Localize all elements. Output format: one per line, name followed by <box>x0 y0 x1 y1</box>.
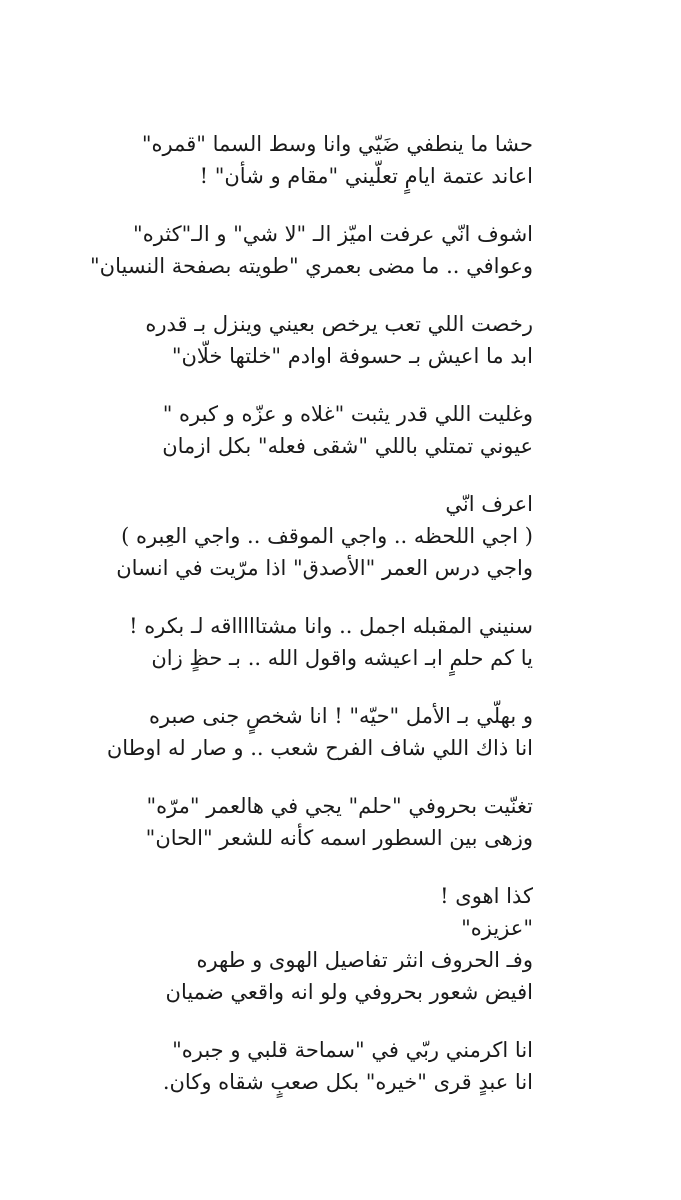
stanza-4 <box>113 398 533 462</box>
poem-line: عيوني تمتلي باللي "شقى فعله" بكل ازمان <box>162 434 533 458</box>
poem-line: اعاند عتمة ايامٍ تعلّيني "مقام و شأن" ! <box>199 164 533 188</box>
stanza-2 <box>90 218 533 282</box>
stanza-10 <box>113 1034 533 1098</box>
poem-line: اعرف انّي <box>445 492 533 516</box>
poem-line: ( اجي اللحظه .. واجي الموقف .. واجي العِبره ) <box>121 524 533 548</box>
poem-text <box>90 128 533 1124</box>
poem-line: انا ذاك اللي شاف الفرح شعب .. و صار له اوطان <box>106 736 533 760</box>
poem-line: وعوافي .. ما مضى بعمري "طويته بصفحة النسيان" <box>90 254 533 278</box>
poem-line: سنيني المقبله اجمل .. وانا مشتاااااقه لـ بكره ! <box>129 614 533 638</box>
poem-line: انا عبدٍ قرى "خيره" بكل صعبٍ شقاه وكان. <box>162 1070 533 1094</box>
stanza-9 <box>113 880 533 1008</box>
poem-line: تغنّيت بحروفي "حلم" يجي في هالعمر "مرّه" <box>146 794 533 818</box>
stanza-1 <box>113 128 533 192</box>
stanza-3 <box>113 308 533 372</box>
poem-line: افيض شعور بحروفي ولو انه واقعي ضميان <box>165 980 533 1004</box>
poem-line: وفـ الحروف انثر تفاصيل الهوى و طهره <box>196 948 533 972</box>
stanza-6 <box>113 610 533 674</box>
poem-line: يا كم حلمٍ ابـ اعيشه واقول الله .. بـ حظٍ زان <box>151 646 533 670</box>
poem-line: وزهى بين السطور اسمه كأنه للشعر "الحان" <box>145 826 533 850</box>
poem-line: و بهلّي بـ الأمل "حيّه" ! انا شخصٍ جنى صبره <box>148 704 533 728</box>
stanza-5 <box>113 488 533 584</box>
poem-line: حشا ما ينطفي ضَيّي وانا وسط السما "قمره" <box>141 132 533 156</box>
poem-line: رخصت اللي تعب يرخص بعيني وينزل بـ قدره <box>145 312 533 336</box>
poem-line: وغليت اللي قدر يثبت "غلاه و عزّه و كبره " <box>162 402 533 426</box>
poem-line: كذا اهوى ! <box>440 884 533 908</box>
stanza-8 <box>113 790 533 854</box>
poem-line: اشوف انّي عرفت اميّز الـ "لا شي" و الـ"كثره" <box>133 222 533 246</box>
poem-line: انا اكرمني ربّي في "سماحة قلبي و جبره" <box>172 1038 533 1062</box>
poem-line: واجي درس العمر "الأصدق" اذا مرّيت في انسان <box>116 556 533 580</box>
poem-line: "عزيزه" <box>461 916 533 940</box>
stanza-7 <box>106 700 533 764</box>
poem-line: ابد ما اعيش بـ حسوفة اوادم "خلتها خلّان" <box>171 344 533 368</box>
